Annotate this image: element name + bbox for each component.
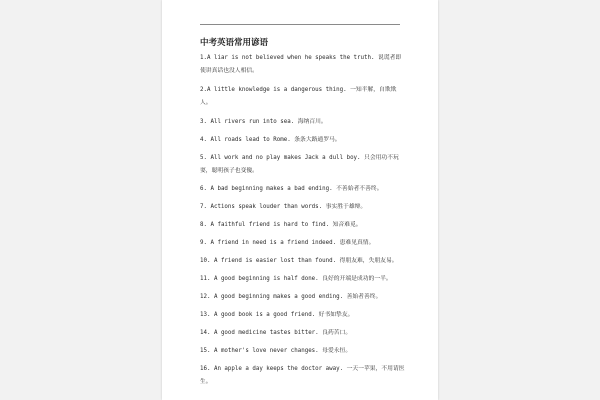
proverb-item-14: 14. A good medicine tastes bitter. 良药苦口。 [200, 330, 352, 336]
header-rule [200, 24, 400, 25]
proverb-item-9: 9. A friend in need is a friend indeed. 患难见真情。 [200, 240, 375, 246]
proverb-item-16: 16. An apple a day keeps the doctor away. 一天一苹果，不用请医生。 [200, 366, 405, 385]
proverb-item-12: 12. A good beginning makes a good ending. 善始者善终。 [200, 294, 382, 300]
proverb-item-4: 4. All roads lead to Rome. 条条大路通罗马。 [200, 137, 341, 143]
proverb-item-6: 6. A bad beginning makes a bad ending. 不善始者不善终。 [200, 186, 383, 192]
proverb-item-5: 5. All work and no play makes Jack a dull boy. 只会用功不玩耍，聪明孩子也变傻。 [200, 155, 399, 174]
proverb-item-2: 2.A little knowledge is a dangerous thing. 一知半解，自欺欺人。 [200, 87, 397, 106]
proverb-item-1: 1.A liar is not believed when he speaks the truth. 说谎者即使讲真话也没人相信。 [200, 55, 402, 74]
proverb-item-11: 11. A good beginning is half done. 良好的开端是成功的一半。 [200, 276, 392, 282]
proverb-item-7: 7. Actions speak louder than words. 事实胜于雄辩。 [200, 204, 367, 210]
document-title: 中考英语常用谚语 [200, 38, 269, 48]
proverb-item-10: 10. A friend is easier lost than found. 得朋友难，失朋友易。 [200, 258, 398, 264]
proverb-item-15: 15. A mother's love never changes. 母爱永恒。 [200, 348, 352, 354]
proverb-item-3: 3. All rivers run into sea. 海纳百川。 [200, 119, 327, 125]
proverb-item-8: 8. A faithful friend is hard to find. 知音难觅。 [200, 222, 362, 228]
proverb-item-13: 13. A good book is a good friend. 好书如挚友。 [200, 312, 354, 318]
